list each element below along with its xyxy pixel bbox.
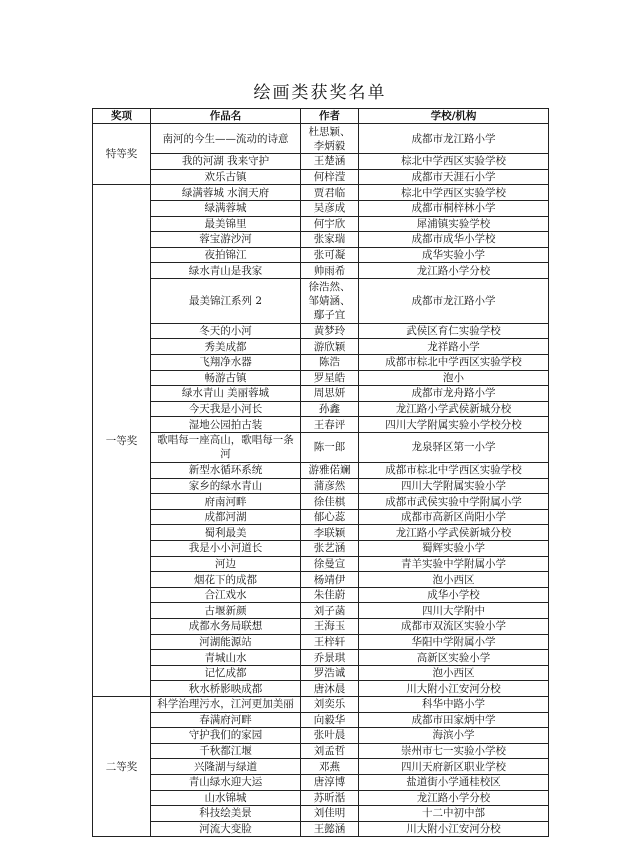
school-cell: 龙江路小学分校	[359, 790, 549, 806]
award-level-cell: 二等奖	[93, 696, 151, 836]
author-cell: 徐浩然、 邹婧涵、 鄢子宜	[301, 278, 359, 323]
school-cell: 泡小	[359, 370, 549, 386]
author-cell: 王春评	[301, 417, 359, 433]
author-cell: 王海玉	[301, 619, 359, 635]
table-row	[93, 401, 549, 417]
author-cell: 李联颖	[301, 525, 359, 541]
table-row	[93, 154, 549, 170]
work-title-cell: 府南河畔	[151, 494, 301, 510]
school-cell: 四川大学附属实验小学校分校	[359, 417, 549, 433]
author-cell: 孙鑫	[301, 401, 359, 417]
school-cell: 棕北中学西区实验学校	[359, 185, 549, 201]
author-cell: 乔景琪	[301, 650, 359, 666]
author-cell: 徐佳棋	[301, 494, 359, 510]
author-cell: 游欣颖	[301, 339, 359, 355]
work-title-cell: 青山绿水迎大运	[151, 774, 301, 790]
table-row	[93, 169, 549, 185]
author-cell: 何宇欣	[301, 216, 359, 232]
table-row	[93, 525, 549, 541]
table-row	[93, 572, 549, 588]
table-row	[93, 712, 549, 728]
table-row	[93, 200, 549, 216]
work-title-cell: 合江戏水	[151, 587, 301, 603]
author-cell: 陈一郎	[301, 432, 359, 462]
table-row	[93, 278, 549, 323]
author-cell: 徐曼宣	[301, 556, 359, 572]
header-author: 作者	[301, 109, 359, 124]
school-cell: 高新区实验小学	[359, 650, 549, 666]
author-cell: 周思妍	[301, 386, 359, 402]
table-row	[93, 774, 549, 790]
work-title-cell: 河边	[151, 556, 301, 572]
school-cell: 成华小学校	[359, 587, 549, 603]
author-cell: 张家瑞	[301, 232, 359, 248]
table-row	[93, 339, 549, 355]
school-cell: 青羊实验中学附属小学	[359, 556, 549, 572]
work-title-cell: 畅游古镇	[151, 370, 301, 386]
school-cell: 盐道街小学通桂校区	[359, 774, 549, 790]
author-cell: 张叶晨	[301, 728, 359, 744]
school-cell: 龙泉驿区第一小学	[359, 432, 549, 462]
work-title-cell: 科技绘美景	[151, 806, 301, 822]
author-cell: 刘子菡	[301, 603, 359, 619]
table-row	[93, 185, 549, 201]
school-cell: 泡小西区	[359, 572, 549, 588]
table-row	[93, 696, 549, 712]
header-award: 奖项	[93, 109, 151, 124]
table-row	[93, 650, 549, 666]
school-cell: 成都市棕北中学西区实验学校	[359, 463, 549, 479]
table-row	[93, 759, 549, 775]
work-title-cell: 绿水青山是我家	[151, 263, 301, 279]
author-cell: 张艺涵	[301, 541, 359, 557]
author-cell: 王梓轩	[301, 634, 359, 650]
table-row	[93, 728, 549, 744]
school-cell: 川大附小江安河分校	[359, 821, 549, 837]
work-title-cell: 今天我是小河长	[151, 401, 301, 417]
school-cell: 龙江路小学武侯新城分校	[359, 525, 549, 541]
school-cell: 四川大学附属实验小学	[359, 478, 549, 494]
author-cell: 陈浩	[301, 354, 359, 370]
school-cell: 成都市高新区尚阳小学	[359, 509, 549, 525]
school-cell: 华阳中学附属小学	[359, 634, 549, 650]
school-cell: 成华实验小学	[359, 247, 549, 263]
work-title-cell: 湿地公园拍古装	[151, 417, 301, 433]
work-title-cell: 记忆成都	[151, 665, 301, 681]
table-row	[93, 354, 549, 370]
table-row	[93, 509, 549, 525]
table-row	[93, 587, 549, 603]
school-cell: 成都市田家炳中学	[359, 712, 549, 728]
table-row	[93, 323, 549, 339]
work-title-cell: 守护我们的家园	[151, 728, 301, 744]
work-title-cell: 新型水循环系统	[151, 463, 301, 479]
work-title-cell: 我的河湖 我来守护	[151, 154, 301, 170]
school-cell: 龙祥路小学	[359, 339, 549, 355]
work-title-cell: 绿满蓉城 水润天府	[151, 185, 301, 201]
author-cell: 苏昕湉	[301, 790, 359, 806]
table-row	[93, 463, 549, 479]
work-title-cell: 最美锦里	[151, 216, 301, 232]
school-cell: 武侯区育仁实验学校	[359, 323, 549, 339]
award-table	[92, 108, 549, 837]
work-title-cell: 绿水青山 美丽蓉城	[151, 386, 301, 402]
author-cell: 杨靖伊	[301, 572, 359, 588]
school-cell: 成都市双流区实验小学	[359, 619, 549, 635]
school-cell: 泡小西区	[359, 665, 549, 681]
author-cell: 王懿涵	[301, 821, 359, 837]
author-cell: 吴彦成	[301, 200, 359, 216]
header-work: 作品名	[151, 109, 301, 124]
work-title-cell: 古堰新颜	[151, 603, 301, 619]
author-cell: 杜思颖、 李炳毅	[301, 124, 359, 154]
school-cell: 成都市天涯石小学	[359, 169, 549, 185]
school-cell: 四川天府新区职业学校	[359, 759, 549, 775]
work-title-cell: 我是小小河道长	[151, 541, 301, 557]
table-row	[93, 806, 549, 822]
award-level-cell: 一等奖	[93, 185, 151, 697]
school-cell: 科华中路小学	[359, 696, 549, 712]
school-cell: 十二中初中部	[359, 806, 549, 822]
author-cell: 郁心蕊	[301, 509, 359, 525]
table-row	[93, 124, 549, 154]
school-cell: 成都市棕北中学西区实验学校	[359, 354, 549, 370]
author-cell: 刘奕乐	[301, 696, 359, 712]
work-title-cell: 千秋都江堰	[151, 743, 301, 759]
table-row	[93, 417, 549, 433]
school-cell: 龙江路小学分校	[359, 263, 549, 279]
school-cell: 蜀辉实验小学	[359, 541, 549, 557]
table-body	[93, 124, 549, 837]
table-row	[93, 263, 549, 279]
school-cell: 成都市龙江路小学	[359, 124, 549, 154]
table-row	[93, 556, 549, 572]
document-title: 绘画类获奖名单	[253, 83, 387, 103]
author-cell: 刘佳明	[301, 806, 359, 822]
work-title-cell: 春满府河畔	[151, 712, 301, 728]
table-header-row	[93, 109, 549, 124]
table-row	[93, 681, 549, 697]
author-cell: 唐淳博	[301, 774, 359, 790]
table-row	[93, 541, 549, 557]
school-cell: 犀浦镇实验学校	[359, 216, 549, 232]
work-title-cell: 欢乐古镇	[151, 169, 301, 185]
author-cell: 何梓滢	[301, 169, 359, 185]
school-cell: 四川大学附中	[359, 603, 549, 619]
table-row	[93, 634, 549, 650]
table-row	[93, 494, 549, 510]
author-cell: 张可凝	[301, 247, 359, 263]
school-cell: 海滨小学	[359, 728, 549, 744]
table-row	[93, 743, 549, 759]
table-row	[93, 370, 549, 386]
work-title-cell: 成都河湖	[151, 509, 301, 525]
award-level-cell: 特等奖	[93, 124, 151, 185]
table-row	[93, 478, 549, 494]
author-cell: 贾君临	[301, 185, 359, 201]
school-cell: 成都市武侯实验中学附属小学	[359, 494, 549, 510]
work-title-cell: 科学治理污水，江河更加美丽	[151, 696, 301, 712]
table-row	[93, 232, 549, 248]
work-title-cell: 烟花下的成都	[151, 572, 301, 588]
table-row	[93, 247, 549, 263]
author-cell: 刘孟哲	[301, 743, 359, 759]
author-cell: 向毅华	[301, 712, 359, 728]
school-cell: 成都市成华小学校	[359, 232, 549, 248]
work-title-cell: 蓉宝游沙河	[151, 232, 301, 248]
work-title-cell: 家乡的绿水青山	[151, 478, 301, 494]
school-cell: 成都市龙舟路小学	[359, 386, 549, 402]
table-row	[93, 603, 549, 619]
author-cell: 邓燕	[301, 759, 359, 775]
author-cell: 游雅偌斓	[301, 463, 359, 479]
table-row	[93, 665, 549, 681]
work-title-cell: 河湖能源站	[151, 634, 301, 650]
school-cell: 崇州市七一实验小学校	[359, 743, 549, 759]
author-cell: 黄梦玲	[301, 323, 359, 339]
work-title-cell: 南河的今生——流动的诗意	[151, 124, 301, 154]
work-title-cell: 冬天的小河	[151, 323, 301, 339]
work-title-cell: 秀美成都	[151, 339, 301, 355]
work-title-cell: 兴隆湖与绿道	[151, 759, 301, 775]
work-title-cell: 蜀利最美	[151, 525, 301, 541]
school-cell: 棕北中学西区实验学校	[359, 154, 549, 170]
work-title-cell: 飞翔净水器	[151, 354, 301, 370]
school-cell: 川大附小江安河分校	[359, 681, 549, 697]
author-cell: 蒲彦然	[301, 478, 359, 494]
work-title-cell: 夜拍锦江	[151, 247, 301, 263]
author-cell: 帅雨希	[301, 263, 359, 279]
school-cell: 龙江路小学武侯新城分校	[359, 401, 549, 417]
table-row	[93, 821, 549, 837]
table-row	[93, 432, 549, 462]
work-title-cell: 成都水务局联想	[151, 619, 301, 635]
work-title-cell: 山水锦城	[151, 790, 301, 806]
work-title-cell: 青城山水	[151, 650, 301, 666]
author-cell: 朱佳蔚	[301, 587, 359, 603]
work-title-cell: 最美锦江系列 2	[151, 278, 301, 323]
author-cell: 唐沐晨	[301, 681, 359, 697]
table-row	[93, 619, 549, 635]
author-cell: 罗星皓	[301, 370, 359, 386]
table-row	[93, 790, 549, 806]
school-cell: 成都市龙江路小学	[359, 278, 549, 323]
work-title-cell: 秋水桥影映成都	[151, 681, 301, 697]
header-school: 学校/机构	[359, 109, 549, 124]
work-title-cell: 歌唱每一座高山，歌唱每一条 河	[151, 432, 301, 462]
table-row	[93, 216, 549, 232]
author-cell: 罗浩诚	[301, 665, 359, 681]
author-cell: 王楚涵	[301, 154, 359, 170]
table-row	[93, 386, 549, 402]
work-title-cell: 河流大变脸	[151, 821, 301, 837]
school-cell: 成都市桐梓林小学	[359, 200, 549, 216]
work-title-cell: 绿满蓉城	[151, 200, 301, 216]
